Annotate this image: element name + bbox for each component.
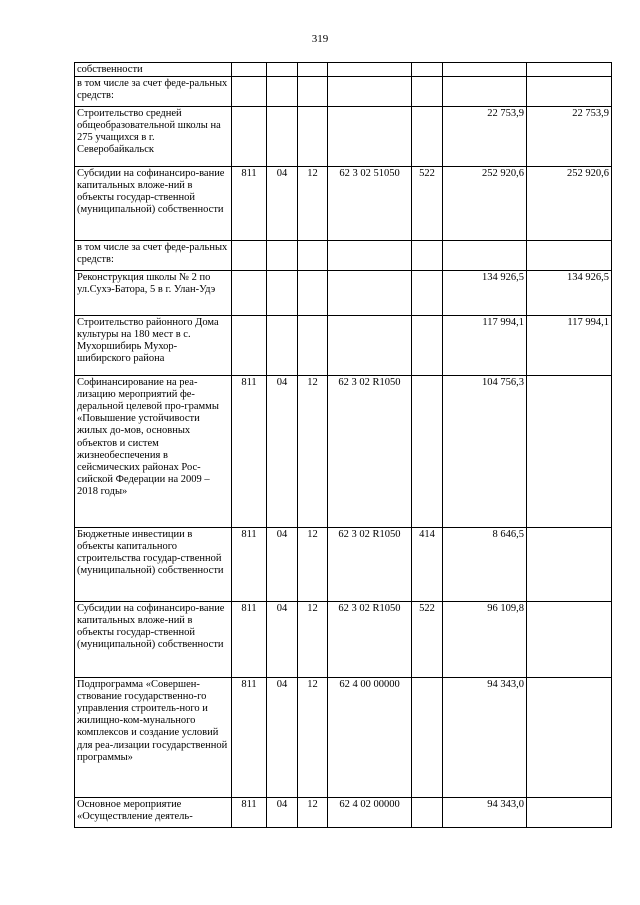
cell-sum1 xyxy=(443,77,527,107)
cell-gr xyxy=(232,271,267,316)
cell-pr xyxy=(298,316,328,376)
cell-sum1: 22 753,9 xyxy=(443,107,527,167)
row-name: Строительство средней общеобразовательной школы на 275 учащихся в г. Северобайкальск xyxy=(75,107,232,167)
cell-csr: 62 3 02 R1050 xyxy=(328,528,412,602)
cell-rz xyxy=(267,63,298,77)
cell-gr xyxy=(232,316,267,376)
row-name: Субсидии на софинансиро-вание капитальных вложе-ний в объекты государ-ственной (муниципальной) собственности xyxy=(75,602,232,678)
cell-gr: 811 xyxy=(232,798,267,828)
cell-sum1: 96 109,8 xyxy=(443,602,527,678)
cell-rz: 04 xyxy=(267,678,298,798)
cell-csr xyxy=(328,316,412,376)
cell-vr xyxy=(412,678,443,798)
cell-sum2 xyxy=(527,528,612,602)
row-name: Подпрограмма «Совершен-ствование государственно-го управления строитель-ного и жилищно-ком-мунального комплексов и создание условий для реа-лизации государственной программы» xyxy=(75,678,232,798)
cell-vr xyxy=(412,376,443,528)
table-row xyxy=(75,77,612,107)
cell-gr xyxy=(232,107,267,167)
cell-sum2 xyxy=(527,63,612,77)
cell-vr xyxy=(412,316,443,376)
cell-csr: 62 4 02 00000 xyxy=(328,798,412,828)
cell-pr xyxy=(298,241,328,271)
cell-sum1: 117 994,1 xyxy=(443,316,527,376)
table-row xyxy=(75,271,612,316)
row-name: Строительство районного Дома культуры на 180 мест в с. Мухоршибирь Мухор-шибирского района xyxy=(75,316,232,376)
cell-sum1: 94 343,0 xyxy=(443,678,527,798)
cell-pr: 12 xyxy=(298,528,328,602)
cell-csr xyxy=(328,77,412,107)
cell-sum2: 134 926,5 xyxy=(527,271,612,316)
cell-csr: 62 3 02 R1050 xyxy=(328,602,412,678)
row-name: собственности xyxy=(75,63,232,77)
cell-gr xyxy=(232,241,267,271)
row-name: Основное мероприятие «Осуществление деятель- xyxy=(75,798,232,828)
cell-vr xyxy=(412,77,443,107)
cell-gr: 811 xyxy=(232,167,267,241)
row-name: Субсидии на софинансиро-вание капитальных вложе-ний в объекты государ-ственной (муниципальной) собственности xyxy=(75,167,232,241)
cell-pr xyxy=(298,63,328,77)
table-row xyxy=(75,316,612,376)
cell-rz: 04 xyxy=(267,602,298,678)
cell-sum2: 22 753,9 xyxy=(527,107,612,167)
table-row xyxy=(75,678,612,798)
cell-sum2 xyxy=(527,678,612,798)
cell-sum2 xyxy=(527,602,612,678)
table-row xyxy=(75,376,612,528)
cell-csr: 62 3 02 R1050 xyxy=(328,376,412,528)
cell-csr: 62 4 00 00000 xyxy=(328,678,412,798)
cell-pr xyxy=(298,271,328,316)
cell-sum1: 104 756,3 xyxy=(443,376,527,528)
cell-pr xyxy=(298,107,328,167)
row-name: в том числе за счет феде-ральных средств: xyxy=(75,77,232,107)
cell-vr xyxy=(412,271,443,316)
cell-gr xyxy=(232,77,267,107)
cell-csr xyxy=(328,271,412,316)
cell-rz: 04 xyxy=(267,798,298,828)
cell-pr xyxy=(298,77,328,107)
cell-rz xyxy=(267,241,298,271)
cell-pr: 12 xyxy=(298,678,328,798)
cell-csr: 62 3 02 51050 xyxy=(328,167,412,241)
row-name: Бюджетные инвестиции в объекты капитального строительства государ-ственной (муниципальной) собственности xyxy=(75,528,232,602)
cell-gr: 811 xyxy=(232,376,267,528)
cell-gr: 811 xyxy=(232,602,267,678)
table-row xyxy=(75,167,612,241)
table-row xyxy=(75,63,612,77)
cell-sum2 xyxy=(527,798,612,828)
cell-rz xyxy=(267,271,298,316)
cell-sum1 xyxy=(443,63,527,77)
table-row xyxy=(75,602,612,678)
cell-csr xyxy=(328,63,412,77)
cell-vr: 522 xyxy=(412,167,443,241)
cell-sum1 xyxy=(443,241,527,271)
cell-sum1: 252 920,6 xyxy=(443,167,527,241)
table-row xyxy=(75,798,612,828)
cell-sum2: 117 994,1 xyxy=(527,316,612,376)
cell-gr: 811 xyxy=(232,528,267,602)
cell-gr: 811 xyxy=(232,678,267,798)
cell-pr: 12 xyxy=(298,167,328,241)
cell-vr xyxy=(412,107,443,167)
cell-vr xyxy=(412,798,443,828)
page-number: 319 xyxy=(311,33,329,45)
cell-pr: 12 xyxy=(298,602,328,678)
table-row xyxy=(75,241,612,271)
cell-sum1: 94 343,0 xyxy=(443,798,527,828)
cell-gr xyxy=(232,63,267,77)
cell-sum2 xyxy=(527,77,612,107)
cell-vr xyxy=(412,63,443,77)
cell-vr xyxy=(412,241,443,271)
cell-sum2 xyxy=(527,241,612,271)
cell-vr: 522 xyxy=(412,602,443,678)
cell-vr: 414 xyxy=(412,528,443,602)
cell-pr: 12 xyxy=(298,376,328,528)
cell-sum2: 252 920,6 xyxy=(527,167,612,241)
cell-sum2 xyxy=(527,376,612,528)
row-name: в том числе за счет феде-ральных средств: xyxy=(75,241,232,271)
cell-rz xyxy=(267,77,298,107)
cell-sum1: 8 646,5 xyxy=(443,528,527,602)
budget-table xyxy=(74,62,612,828)
cell-sum1: 134 926,5 xyxy=(443,271,527,316)
row-name: Реконструкция школы № 2 по ул.Сухэ-Батора, 5 в г. Улан-Удэ xyxy=(75,271,232,316)
row-name: Софинансирование на реа-лизацию мероприятий фе-деральной целевой про-граммы «Повышение устойчивости жилых до-мов, основных объектов и систем жизнеобеспечения в сейсмических районах Рос-сийской Федерации на 2009 – 2018 годы» xyxy=(75,376,232,528)
cell-csr xyxy=(328,107,412,167)
cell-rz xyxy=(267,107,298,167)
cell-rz: 04 xyxy=(267,528,298,602)
table-row xyxy=(75,107,612,167)
cell-rz xyxy=(267,316,298,376)
cell-csr xyxy=(328,241,412,271)
cell-pr: 12 xyxy=(298,798,328,828)
cell-rz: 04 xyxy=(267,376,298,528)
cell-rz: 04 xyxy=(267,167,298,241)
table-row xyxy=(75,528,612,602)
